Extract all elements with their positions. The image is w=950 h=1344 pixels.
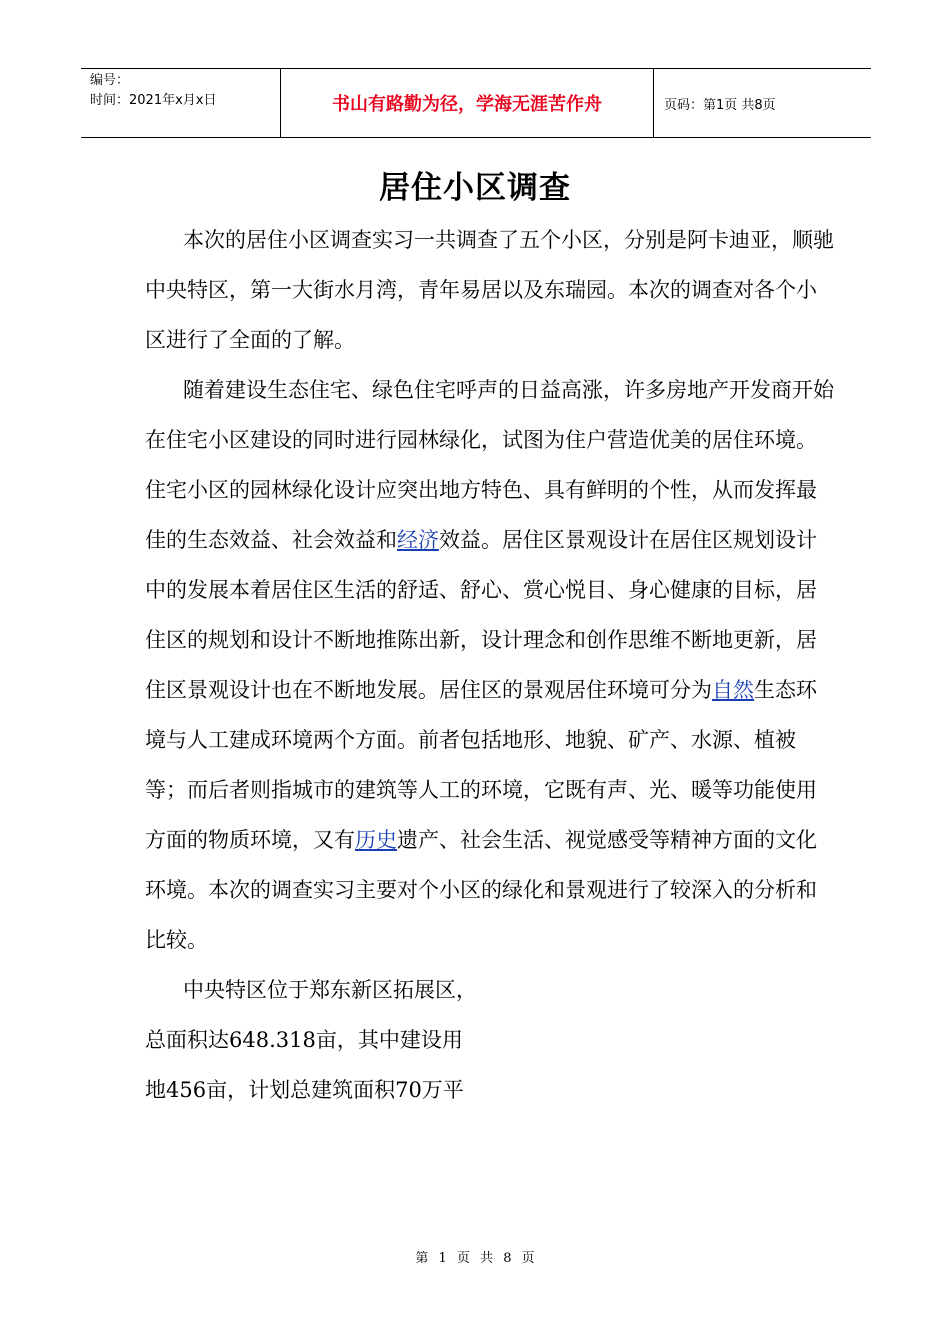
paragraph-intro: 本次的居住小区调查实习一共调查了五个小区，分别是阿卡迪亚，顺驰中央特区，第一大街水月湾，青年易居以及东瑞园。本次的调查对各个小区进行了全面的了解。 (145, 228, 834, 352)
header-motto: 书山有路勤为径，学海无涯苦作舟 (281, 69, 654, 137)
paragraph-central: 中央特区位于郑东新区拓展区， (183, 978, 477, 1002)
paragraph-text: 随着建设生态住宅、绿色住宅呼声的日益高涨，许多房地产开发商开始在住宅小区建设的同时进行园林绿化，试图为住户营造优美的居住环境。住宅小区的园林绿化设计应突出地方特色、具有鲜明的个性，从而发挥最佳的生态效益、社会效益和 (145, 378, 834, 552)
paragraph-text: 效益。居住区景观设计在居住区规划设计中的发展本着居住区生活的舒适、舒心、赏心悦目、身心健康的目标，居住区的规划和设计不断地推陈出新，设计理念和创作思维不断地更新，居住区景观设计也在不断地发展。居住区的景观居住环境可分为 (145, 528, 817, 702)
page-footer: 第 1 页 共 8 页 (415, 1251, 535, 1266)
paragraph-text: 生态环境与人工建成环境两个方面。前者包括地形、地貌、矿产、水源、植被等；而后者则指城市的建筑等人工的环境，它既有声、光、暖等功能使用方面的物质环境，又有 (145, 678, 817, 852)
number-label: 编号： (90, 73, 130, 88)
link-nature[interactable]: 自然 (712, 678, 754, 702)
paragraph-area: 总面积达648.318亩，其中建设用 (145, 1028, 463, 1052)
paragraph-text: 遗产、社会生活、视觉感受等精神方面的文化环境。本次的调查实习主要对个小区的绿化和景观进行了较深入的分析和比较。 (145, 828, 817, 952)
header-meta (81, 69, 281, 137)
link-economy[interactable]: 经济 (397, 528, 439, 552)
paragraph-land: 地456亩，计划总建筑面积70万平 (145, 1078, 464, 1102)
document-title: 居住小区调查 (379, 170, 571, 206)
link-history[interactable]: 历史 (355, 828, 397, 852)
header-table (81, 68, 871, 138)
document-body (145, 215, 835, 1115)
header-page-info: 页码：第1页 共8页 (664, 97, 776, 113)
time-label: 时间：2021年x月x日 (90, 93, 217, 108)
paragraph-landscape (145, 365, 835, 965)
